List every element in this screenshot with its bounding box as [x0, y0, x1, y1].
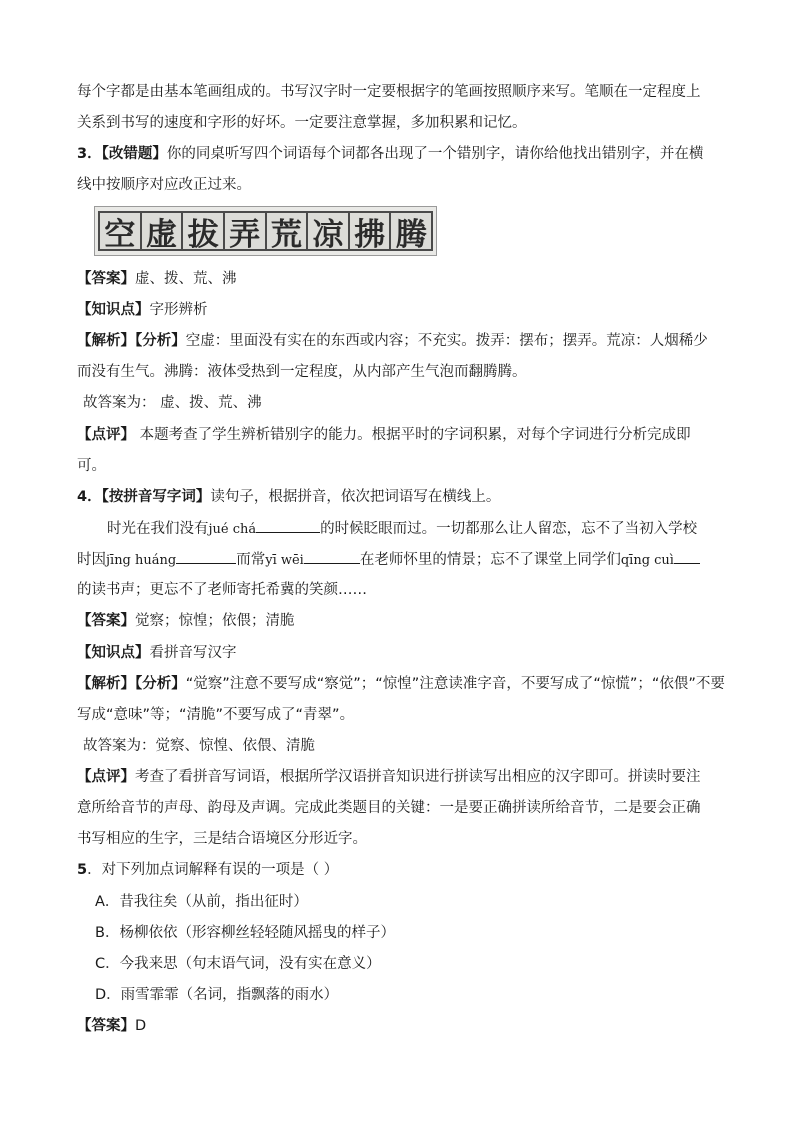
q3-answer-text: 虚、拨、荒、沸: [135, 271, 237, 287]
q4-passage-text: 的读书声；更忘不了老师寄托希冀的笑颜: [77, 582, 338, 598]
q4-knowledge-point: [77, 643, 714, 663]
q4-analysis-text: “觉察”注意不要写成“察觉”；“惊惶”注意读准字音，不要写成了“惊慌”；“依偎”不要: [185, 676, 725, 692]
q4-answer-blank: [256, 518, 320, 533]
q4-passage-text: 在老师怀里的情景；忘不了课堂上同学们: [359, 552, 621, 568]
q5-option-a: A．昔我往矣（从前，指出征时）: [95, 894, 308, 910]
q4-pinyin: jīng huáng: [106, 553, 177, 568]
q5-answer: [77, 1016, 714, 1036]
q3-image-char: 拂: [350, 213, 392, 249]
q3-stem: 你的同桌听写四个词语每个词都各出现了一个错别字，请你给他找出错别字，并在横: [166, 146, 704, 162]
q4-pinyin: jué chá: [208, 522, 257, 537]
q3-analysis-line-1: [77, 331, 714, 351]
q5-option-d: D．雨雪霏霏（名词，指飘落的雨水）: [95, 987, 339, 1003]
q5-option-c: C．今我来思（句末语气词，没有实在意义）: [95, 956, 381, 972]
q5-stem-text: ．对下列加点词解释有误的一项是（ ）: [87, 862, 339, 878]
q4-number: 4: [77, 489, 88, 505]
q4-passage-line-2: [77, 549, 714, 571]
q4-passage-text: 时光在我们没有: [107, 521, 209, 537]
q3-image-char: 腾: [395, 216, 427, 253]
q4-answer-blank: [674, 549, 700, 564]
q4-kp-text: 看拼音写汉字: [149, 645, 237, 661]
q3-image-char: 凉: [308, 213, 350, 249]
q3-answer: [77, 269, 714, 289]
q3-kp-tag: 【知识点】: [77, 302, 150, 318]
q4-stem: [77, 487, 714, 507]
q4-pinyin: yī wēi: [265, 553, 304, 568]
q4-passage-line-3: [77, 580, 714, 600]
q5-option-b: B．杨柳依依（形容柳丝轻轻随风摇曳的样子）: [95, 925, 395, 941]
q4-answer-blank: [304, 549, 360, 564]
q4-analysis-line-1: [77, 674, 725, 694]
q3-analysis-text: 空虚：里面没有实在的东西或内容；不充实。拨弄：摆布；摆弄。荒凉：人烟稀少: [185, 333, 708, 349]
q4-comment-text: 考查了看拼音写词语，根据所学汉语拼音知识进行拼读写出相应的汉字即可。拼读时要注: [135, 769, 701, 785]
q5-answer-text: D: [135, 1018, 147, 1034]
q3-analysis-line-2: 而没有生气。沸腾：液体受热到一定程度，从内部产生气泡而翻腾腾。: [77, 364, 527, 380]
q4-comment-line-2: 意所给音节的声母、韵母及声调。完成此类题目的关键：一是要正确拼读所给音节，二是要会正确: [77, 800, 701, 816]
q3-comment-tag: 【点评】: [77, 427, 135, 443]
q4-answer: [77, 611, 714, 631]
q4-comment-line-3: 书写相应的生字，三是结合语境区分形近字。: [77, 831, 367, 847]
q4-passage-text: 而常: [236, 552, 266, 568]
q3-word-image: [94, 206, 437, 256]
q3-comment-line-2: 可。: [77, 458, 106, 474]
q4-pinyin: qīng cuì: [620, 553, 674, 568]
q4-answer-text: 觉察；惊惶；依偎；清脆: [135, 613, 295, 629]
q3-analysis-tag: 【解析】【分析】: [77, 333, 186, 349]
q4-passage-text: 的时候眨眼而过。一切都那么让人留恋，忘不了当初入学校: [320, 521, 698, 537]
q4-passage-line-1: [107, 518, 714, 540]
q4-comment-line-1: [77, 767, 714, 787]
q4-kp-tag: 【知识点】: [77, 645, 150, 661]
q5-answer-tag: 【答案】: [77, 1018, 135, 1034]
q3-tag: ．【改错题】: [87, 146, 167, 162]
q3-stem-line-2: 线中按顺序对应改正过来。: [77, 177, 251, 193]
q4-final-answer: 故答案为：觉察、惊惶、依偎、清脆: [83, 738, 315, 754]
q3-word-image-row: [98, 211, 433, 251]
q3-image-char: 拔: [183, 213, 225, 249]
q3-comment-line-1: [77, 425, 714, 445]
q3-final-answer: 故答案为： 虚、拨、荒、沸: [83, 395, 262, 411]
q4-analysis-tag: 【解析】【分析】: [77, 676, 186, 692]
q4-stem-text: 读句子，根据拼音，依次把词语写在横线上。: [210, 489, 501, 505]
q4-ellipsis: ……: [338, 582, 367, 598]
intro-line-2: 关系到书写的速度和字形的好坏。一定要注意掌握，多加积累和记忆。: [77, 115, 527, 131]
q4-comment-tag: 【点评】: [77, 769, 135, 785]
q5-stem: [77, 860, 714, 880]
intro-line-1: 每个字都是由基本笔画组成的。书写汉字时一定要根据字的笔画按照顺序来写。笔顺在一定程度上: [77, 84, 701, 100]
q4-passage-text: 时因: [77, 552, 106, 568]
q3-image-char: 空: [100, 213, 142, 249]
q5-number: 5: [77, 862, 88, 878]
q3-answer-tag: 【答案】: [77, 271, 135, 287]
q3-comment-text: 本题考查了学生辨析错别字的能力。根据平时的字词积累，对每个字词进行分析完成即: [135, 427, 691, 443]
q3-kp-text: 字形辨析: [149, 302, 208, 318]
q3-stem-line-1: [77, 144, 714, 164]
q3-image-char: 荒: [267, 213, 309, 249]
q3-knowledge-point: [77, 300, 714, 320]
q3-image-char: 弄: [225, 213, 267, 249]
q4-analysis-line-2: 写成“意味”等；“清脆”不要写成了“青翠”。: [77, 707, 355, 723]
q3-image-char: 虚: [142, 213, 184, 249]
q3-number: 3: [77, 146, 88, 162]
q4-tag: ．【按拼音写字词】: [87, 489, 211, 505]
q4-answer-tag: 【答案】: [77, 613, 135, 629]
q4-answer-blank: [176, 549, 236, 564]
